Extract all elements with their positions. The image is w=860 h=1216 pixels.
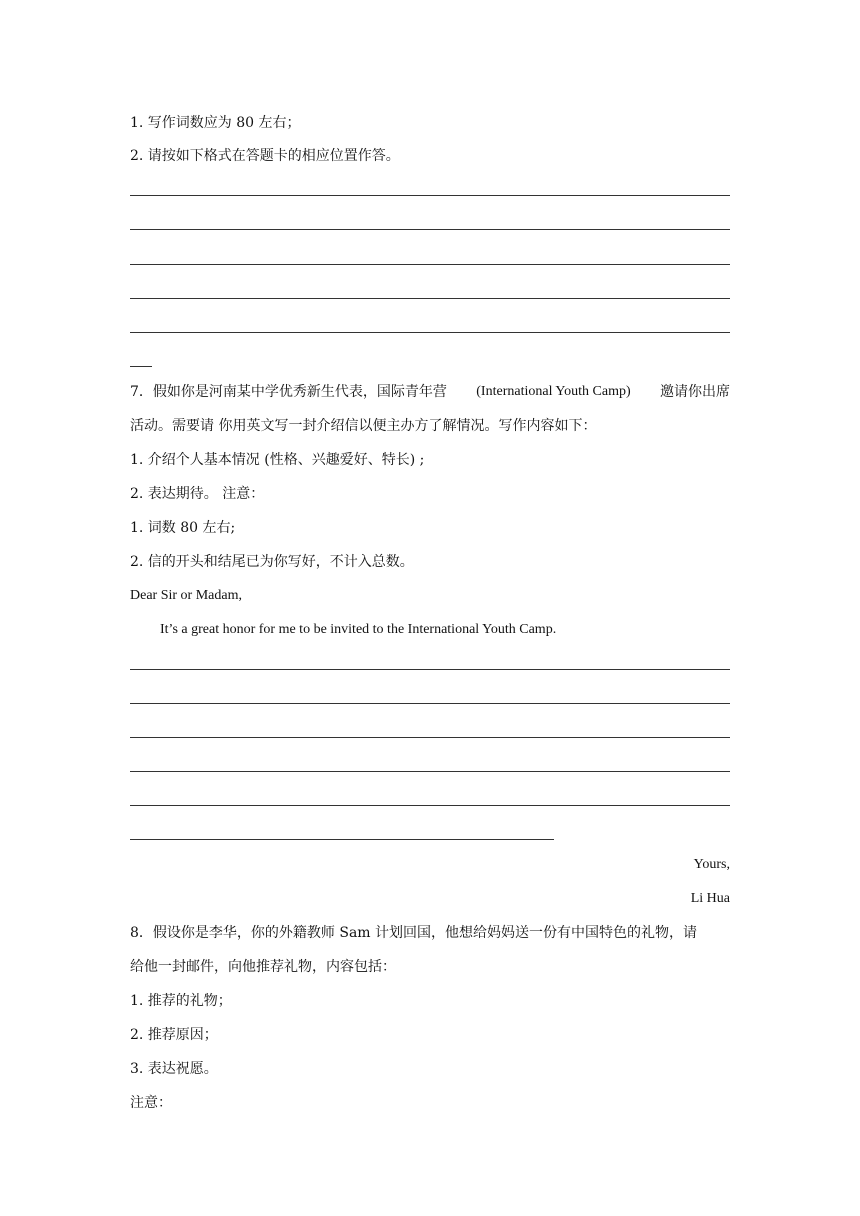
q7-intro-text-c: 邀请你出席 [660, 384, 730, 400]
instruction-format: 2. 请按如下格式在答题卡的相应位置作答。 [130, 148, 400, 164]
q7-signature: Li Hua [690, 891, 730, 906]
answer-line[interactable] [130, 229, 730, 230]
q7-opening: It’s a great honor for me to be invited to the International Youth Camp. [160, 622, 557, 637]
answer-line-last[interactable] [130, 839, 554, 840]
q7-salutation: Dear Sir or Madam, [130, 588, 242, 603]
q8-item-2: 2. 推荐原因； [130, 1027, 218, 1043]
instruction-word-count: 1. 写作词数应为 80 左右； [130, 115, 301, 131]
q7-note-2: 2. 信的开头和结尾已为你写好，不计入总数。 [130, 554, 414, 570]
q7-intro-line2: 活动。需要请 你用英文写一封介绍信以便主办方了解情况。写作内容如下： [130, 418, 597, 434]
answer-line[interactable] [130, 332, 730, 333]
answer-line[interactable] [130, 703, 730, 704]
q8-note-label: 注意： [130, 1095, 172, 1111]
q7-item-2: 2. 表达期待。 注意： [130, 486, 265, 502]
answer-line-end[interactable] [130, 366, 152, 367]
q7-intro-text-b: (International Youth Camp) [476, 384, 631, 399]
answer-line[interactable] [130, 771, 730, 772]
q8-intro-line2: 给他一封邮件，向他推荐礼物，内容包括： [130, 959, 396, 975]
q7-note-1: 1. 词数 80 左右; [130, 520, 236, 536]
answer-line[interactable] [130, 195, 730, 196]
q8-intro-line1: 8．假设你是李华，你的外籍教师 Sam 计划回国，他想给妈妈送一份有中国特色的礼物，请 [130, 925, 698, 941]
q7-closing: Yours, [693, 857, 730, 872]
answer-line[interactable] [130, 805, 730, 806]
answer-line[interactable] [130, 737, 730, 738]
answer-line[interactable] [130, 264, 730, 265]
answer-line[interactable] [130, 298, 730, 299]
q8-item-3: 3. 表达祝愿。 [130, 1061, 218, 1077]
q7-item-1: 1. 介绍个人基本情况 (性格、兴趣爱好、特长) ; [130, 452, 425, 468]
q8-item-1: 1. 推荐的礼物； [130, 993, 232, 1009]
q7-intro-line1 [130, 384, 730, 400]
answer-line[interactable] [130, 669, 730, 670]
q7-intro-text-a: 7．假如你是河南某中学优秀新生代表，国际青年营 [130, 384, 447, 400]
